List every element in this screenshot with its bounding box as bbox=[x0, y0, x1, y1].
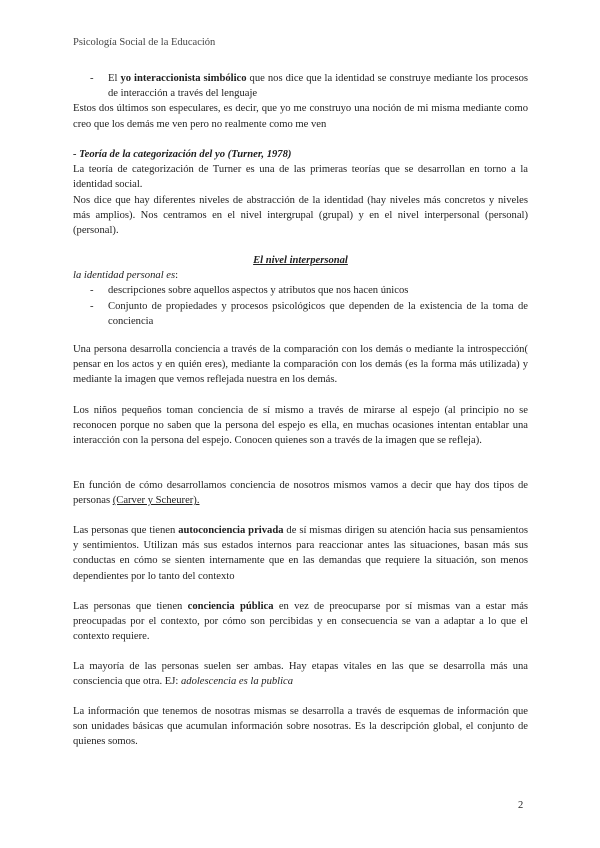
children-mirror-paragraph: Los niños pequeños toman conciencia de sí mismo a través de mirarse al espejo (al principio no se reconocen porque no saben que la persona del espejo es ella, en muchas ocasiones intentan entablar una interacción con la persona del espejo. Conocen quienes son a través de la imagen que se refleja). bbox=[73, 405, 528, 447]
bullet-dash: - bbox=[90, 285, 94, 297]
private-post: de sí mismas dirigen su atención hacia sus pensamientos y sentimientos. Utilizan más sus estados internos para reaccionar antes las situaciones, basan más sus conductas en cómo se sienten internamente que en las demandas que requiere la situación, son menos dependientes por lo tanto del contexto bbox=[73, 525, 529, 582]
public-pre: Las personas que tienen bbox=[73, 601, 188, 612]
majority-text: La mayoría de las personas suelen ser ambas. Hay etapas vitales en las que se desarrolla más una consciencia que otra. EJ: bbox=[73, 661, 528, 688]
list-item-text: Conjunto de propiedades y procesos psicológicos que dependen de la existencia de la toma de conciencia bbox=[108, 300, 528, 327]
private-pre: Las personas que tienen bbox=[73, 525, 179, 536]
list-item bbox=[73, 299, 528, 329]
categorization-paragraph-1: La teoría de categorización de Turner es una de las primeras teorías que se desarrollan en torno a la identidad social. bbox=[73, 164, 528, 191]
bullet-dash: - bbox=[90, 300, 94, 312]
person-types-paragraph bbox=[73, 478, 528, 508]
public-awareness-term: conciencia pública bbox=[187, 601, 274, 612]
categorization-heading: - Teoría de la categorización del yo (Turner, 1978) bbox=[73, 149, 292, 160]
person-types-text: En función de cómo desarrollamos conciencia de nosotros mismos vamos a decir que hay dos tipos de personas bbox=[73, 480, 528, 507]
specular-paragraph: Estos dos últimos son especulares, es decir, que yo me construyo una noción de mi misma mediante como creo que los demás me ven pero no realmente como me ven bbox=[73, 103, 528, 130]
interpersonal-heading: El nivel interpersonal bbox=[253, 255, 348, 266]
identity-lead-italic: la identidad personal es bbox=[73, 270, 176, 282]
intro-bullet-post: que nos dice que la identidad se construye mediante los procesos de interacción a través del lenguaje bbox=[108, 73, 528, 100]
categorization-paragraph-2: Nos dice que hay diferentes niveles de abstracción de la identidad (hay niveles más concretos y niveles más amplios). Nos centramos en el nivel intergrupal (grupal) y en el nivel interpersonal (personal) (personal). bbox=[73, 194, 528, 237]
list-item bbox=[73, 283, 528, 298]
bullet-dash: - bbox=[90, 73, 94, 84]
public-post: en vez de preocuparse por sí mismas van a estar más preocupadas por el contexto, por cómo son percibidas y en consecuencia se van a adaptar a lo que el contexto requiere. bbox=[73, 601, 529, 643]
running-header: Psicología Social de la Educación bbox=[73, 37, 216, 48]
symbolic-interactionist-term: yo interaccionista simbólico bbox=[120, 73, 247, 84]
private-awareness-paragraph bbox=[73, 523, 528, 584]
private-awareness-term: autoconciencia privada bbox=[178, 525, 284, 536]
schemas-paragraph: La información que tenemos de nosotras mismas se desarrolla a través de esquemas de información que son unidades básicas que acumulan información sobre nosotras. Es la descripción global, el conjunto de quienes somos. bbox=[73, 706, 528, 748]
adolescence-example: adolescencia es la publica bbox=[180, 676, 294, 688]
comparison-paragraph: Una persona desarrolla conciencia a través de la comparación con los demás o mediante la introspección( pensar en los actos y en quién eres), mediante la comparación con los demás (es la forma más utilizada) y mediante la imagen que vemos reflejada nuestra en los demás. bbox=[73, 344, 528, 386]
public-awareness-paragraph bbox=[73, 599, 528, 645]
page-number: 2 bbox=[518, 800, 524, 811]
majority-paragraph bbox=[73, 659, 528, 689]
intro-bullet-pre: El bbox=[108, 73, 121, 84]
list-item-text: descripciones sobre aquellos aspectos y atributos que nos hacen únicos bbox=[108, 285, 409, 297]
interpersonal-section bbox=[73, 253, 528, 329]
identity-lead bbox=[73, 268, 528, 283]
carver-scheurer-reference: (Carver y Scheurer). bbox=[112, 495, 200, 507]
categorization-section bbox=[73, 147, 528, 238]
intro-bullet bbox=[73, 71, 528, 101]
intro-block bbox=[73, 71, 528, 132]
identity-lead-colon: : bbox=[175, 270, 179, 282]
